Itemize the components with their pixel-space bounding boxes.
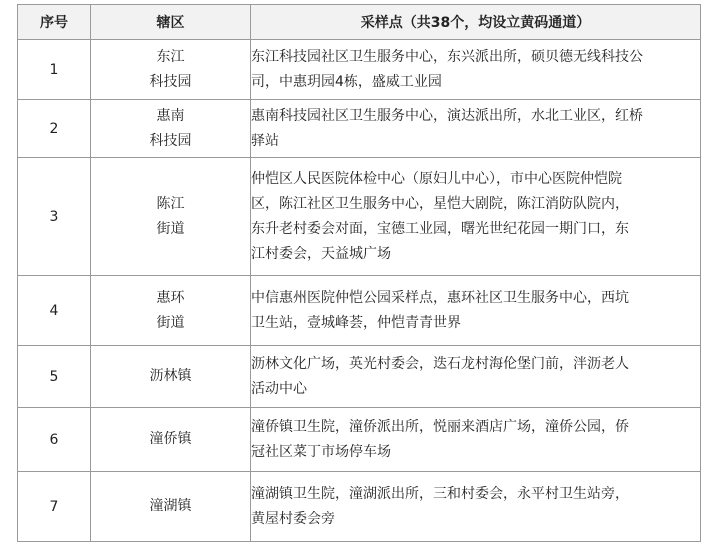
table-row <box>18 408 701 472</box>
header-sampling-sites: 采样点（共38个，均设立黄码通道） <box>251 5 701 40</box>
row-number: 3 <box>18 158 91 276</box>
district-name-line: 潼侨镇 <box>149 431 192 447</box>
district-cell <box>91 408 251 472</box>
sampling-sites-cell <box>251 276 701 346</box>
district-cell <box>91 158 251 276</box>
sampling-sites-line: 中信惠州医院仲恺公园采样点，惠环社区卫生服务中心，西坑 <box>251 289 629 306</box>
district-name-line: 科技园 <box>149 73 192 90</box>
district-cell <box>91 40 251 100</box>
header-row <box>18 5 701 40</box>
district-cell <box>91 100 251 158</box>
row-number: 6 <box>18 408 91 472</box>
sampling-sites-line: 江村委会，天益城广场 <box>251 245 391 262</box>
sampling-sites-line: 东升老村委会对面，宝德工业园，曙光世纪花园一期门口，东 <box>251 220 629 237</box>
row-number: 7 <box>18 472 91 542</box>
district-name-line: 东江 <box>156 48 185 65</box>
sampling-sites-table <box>17 4 701 542</box>
sampling-sites-line: 活动中心 <box>251 380 307 397</box>
sampling-sites-line: 潼侨镇卫生院，潼侨派出所，悦丽来酒店广场，潼侨公园，侨 <box>251 418 629 435</box>
sampling-sites-cell <box>251 100 701 158</box>
row-number: 1 <box>18 40 91 100</box>
sampling-sites-line: 冠社区菜丁市场停车场 <box>251 443 391 460</box>
sampling-sites-line: 区，陈江社区卫生服务中心，星恺大剧院，陈江消防队院内， <box>251 195 629 212</box>
sampling-sites-line: 仲恺区人民医院体检中心（原妇儿中心），市中心医院仲恺院 <box>251 170 622 187</box>
sampling-sites-line: 惠南科技园社区卫生服务中心，演达派出所，水北工业区，红桥 <box>251 107 643 124</box>
sampling-sites-line: 黄屋村委会旁 <box>251 510 335 527</box>
table-header <box>18 5 701 40</box>
district-cell <box>91 472 251 542</box>
district-name-line: 科技园 <box>149 132 192 149</box>
sampling-sites-line: 司，中惠玥园4栋，盛威工业园 <box>251 73 442 90</box>
district-name-line: 惠环 <box>156 289 185 306</box>
sampling-sites-cell <box>251 408 701 472</box>
sampling-sites-line: 东江科技园社区卫生服务中心，东兴派出所，硕贝德无线科技公 <box>251 48 643 65</box>
row-number: 4 <box>18 276 91 346</box>
table-row <box>18 276 701 346</box>
district-name-line: 街道 <box>156 220 185 237</box>
sampling-sites-line: 潼湖镇卫生院，潼湖派出所，三和村委会，永平村卫生站旁， <box>251 485 629 502</box>
district-cell <box>91 276 251 346</box>
district-name-line: 街道 <box>156 314 185 331</box>
sampling-sites-line: 沥林文化广场，英光村委会，迭石龙村海伦堡门前，泮沥老人 <box>251 355 629 372</box>
row-number: 5 <box>18 346 91 408</box>
header-district: 辖区 <box>91 5 251 40</box>
district-cell <box>91 346 251 408</box>
table-row <box>18 40 701 100</box>
table-row <box>18 100 701 158</box>
sampling-sites-cell <box>251 158 701 276</box>
sampling-sites-cell <box>251 346 701 408</box>
row-number: 2 <box>18 100 91 158</box>
district-name-line: 潼湖镇 <box>149 498 192 514</box>
header-number: 序号 <box>18 5 91 40</box>
sampling-sites-line: 卫生站，壹城峰荟，仲恺青青世界 <box>251 314 461 331</box>
table-body <box>18 40 701 542</box>
district-name-line: 惠南 <box>156 107 185 124</box>
district-name-line: 沥林镇 <box>149 368 192 384</box>
table-row <box>18 158 701 276</box>
district-name-line: 陈江 <box>156 195 185 212</box>
table-row <box>18 472 701 542</box>
sampling-sites-line: 驿站 <box>251 132 279 149</box>
sampling-sites-cell <box>251 40 701 100</box>
table-row <box>18 346 701 408</box>
sampling-sites-cell <box>251 472 701 542</box>
